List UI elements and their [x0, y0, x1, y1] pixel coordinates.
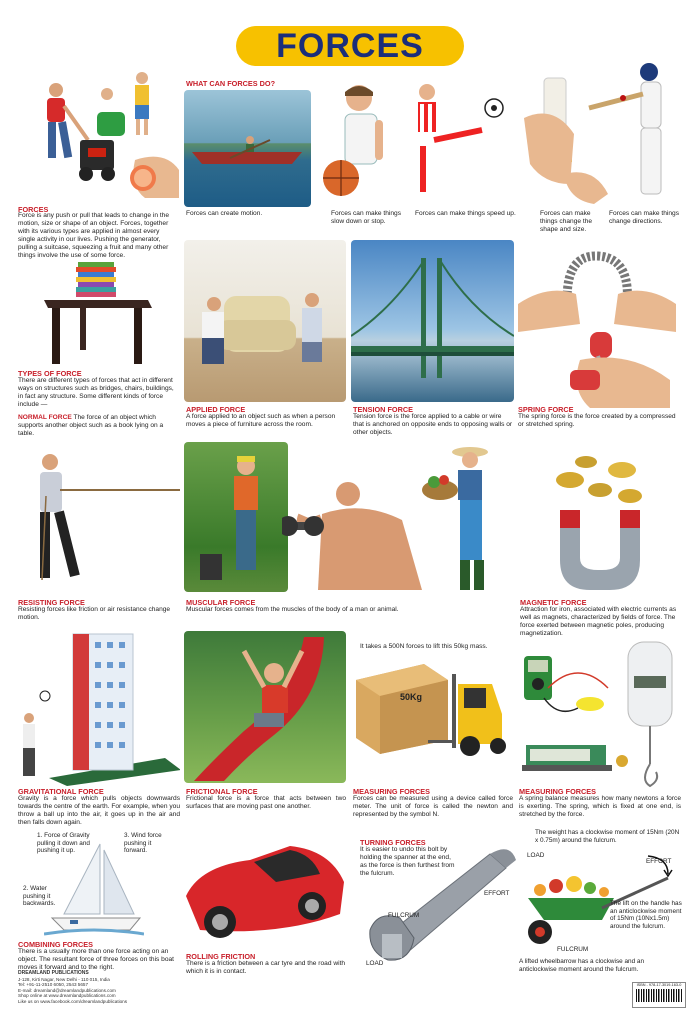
spring-text: The spring force is the force created by a compressed or stretched spring.	[518, 413, 676, 428]
cricketer-illustration	[583, 58, 678, 208]
forces-text: Force is any push or pull that leads to change in the motion, size or shape of an object. Forces, together with its various types are applied in almost every single activity in our lives. Pushing the generator, pulling a suitcase, squeezing a fruit and many other things involve the use of some force.	[18, 212, 170, 259]
spanner-effort-label: EFFORT	[484, 890, 510, 897]
spanner-load-label: LOAD	[366, 960, 384, 967]
spanner-illustration	[360, 834, 520, 974]
resisting-heading: RESISTING FORCE	[18, 598, 85, 607]
spring-stretch-illustration	[518, 244, 676, 332]
normal-force-text	[18, 414, 180, 438]
boy-bucket-photo	[184, 442, 288, 592]
forces-heading: FORCES	[18, 205, 49, 214]
types-text: There are different types of forces that act in different ways on structures such as bridges, chairs, buildings, in fact any structure. Some different kinds of force include —	[18, 377, 174, 408]
combining-heading: COMBINING FORCES	[18, 940, 93, 949]
page-title: FORCES	[236, 26, 464, 66]
types-heading: TYPES OF FORCE	[18, 369, 82, 378]
normal-force-body: The force of an object which supports another object such as a book lying on a table.	[18, 414, 164, 437]
rowing-boat-photo	[184, 90, 311, 207]
magnet-coins-illustration	[530, 440, 678, 595]
wind-force-label: 3. Wind force pushing it forward.	[124, 832, 162, 854]
measuring1-heading: MEASURING FORCES	[353, 787, 431, 796]
publisher-line: Shop online at www.dreamlandpublications.com	[18, 993, 116, 998]
hand-grip-illustration	[560, 330, 672, 408]
frictional-text: Frictional force is a force that acts between two surfaces that are moving past one another.	[186, 795, 346, 810]
applied-heading: APPLIED FORCE	[186, 405, 246, 414]
combining-text: There is a usually more than one force acting on an object. The resultant force of three forces on this boat moves it forward and to the right.	[18, 948, 175, 971]
magnetic-heading: MAGNETIC FORCE	[520, 598, 587, 607]
kids-suitcase-illustration	[92, 70, 167, 145]
muscular-text: Muscular forces comes from the muscles of the body of a man or animal.	[186, 606, 399, 613]
publisher-line: Tel: +91-11-2510 6050, 2543 5657	[18, 982, 89, 987]
measuring2-text: A spring balance measures how many newtons a force is exerting. The spring, which is fixed at one end, is stretched by the force.	[519, 795, 681, 818]
rolling-text: There is a friction between a car tyre and the road with which it is in contact.	[186, 960, 346, 975]
caption-change-direction: Forces can make things change directions.	[609, 210, 679, 225]
rope-pull-illustration	[20, 450, 180, 590]
normal-force-heading: NORMAL FORCE	[18, 414, 72, 421]
magnetic-text: Attraction for iron, associated with electric currents as well as magnets, characterized by fields of force. The force exerted between magnetic poles, producing magnetization.	[520, 606, 677, 637]
gravitational-heading: GRAVITATIONAL FORCE	[18, 787, 104, 796]
frictional-heading: FRICTIONAL FORCE	[186, 787, 258, 796]
squeezing-fruit-illustration	[125, 150, 180, 200]
wheelbarrow-lift-text: The lift on the handle has an anticlockwise moment of 15Nm (10Nx1.5m) around the fulcrum.	[610, 900, 682, 930]
applied-text: A force applied to an object such as when a person moves a piece of furniture across the room.	[186, 413, 336, 428]
bridge-photo	[351, 240, 514, 402]
wheelbarrow-fulcrum-label: FULCRUM	[557, 946, 589, 953]
rolling-heading: ROLLING FRICTION	[186, 952, 256, 961]
building-ball-illustration	[15, 628, 180, 786]
gravitational-text: Gravity is a force which pulls objects downwards towards the centre of the earth. For example, when you throw a ball up into the air, it goes up in the air and then falls down again.	[18, 795, 180, 826]
spanner-fulcrum-label: FULCRUM	[388, 912, 420, 919]
publisher-line: E-mail: dreamland@dreamlandpublications.com	[18, 987, 116, 993]
caption-slow-down: Forces can make things slow down or stop.	[331, 210, 401, 225]
footballer-kick-illustration	[400, 80, 510, 208]
isbn-barcode	[632, 982, 686, 1008]
caption-speed-up: Forces can make things speed up.	[415, 210, 516, 217]
force-meter-illustration	[522, 735, 634, 783]
barcode-bars	[636, 989, 682, 1002]
wheelbarrow-effort-label: EFFORT	[646, 858, 672, 865]
multimeter-illustration	[518, 648, 620, 722]
farmer-illustration	[420, 442, 495, 597]
publisher-name: DREAMLAND PUBLICATIONS	[18, 970, 89, 976]
publisher-line: J-128, Kirti Nagar, New Delhi - 110 015, India	[18, 976, 110, 982]
wheelbarrow-load-label: LOAD	[527, 852, 545, 859]
wheelbarrow-top-text: The weight has a clockwise moment of 15Nm (20N x 0.75m) around the fulcrum.	[535, 829, 680, 844]
water-force-label: 2. Water pushing it backwards.	[23, 885, 56, 907]
red-car-illustration	[180, 826, 348, 948]
turning-text: It is easier to undo this bolt by holding the spanner at the end, as the force is then furthest from the fulcrum.	[360, 846, 455, 877]
spring-heading: SPRING FORCE	[518, 405, 574, 414]
moving-armchair-photo	[184, 240, 346, 402]
tension-heading: TENSION FORCE	[353, 405, 413, 414]
gravity-force-label: 1. Force of Gravity pulling it down and pushing it up.	[37, 832, 90, 854]
wheelbarrow-bottom-text: A lifted wheelbarrow has a clockwise and an anticlockwise moment around the fulcrum.	[519, 958, 645, 973]
box-weight-label: 50Kg	[400, 692, 423, 702]
table-books-illustration	[40, 258, 155, 366]
publisher-line: Like us on www.facebook.com/dreamlandpublications	[18, 998, 128, 1004]
tension-text: Tension force is the force applied to a cable or wire that is anchored on opposite ends to opposing walls or other objects.	[353, 413, 513, 436]
muscular-man-illustration	[282, 470, 442, 590]
measuring1-text: Forces can be measured using a device called force meter. The unit of force is called the newton and represented by the symbol N.	[353, 795, 513, 818]
measuring2-heading: MEASURING FORCES	[519, 787, 597, 796]
resisting-text: Resisting forces like friction or air resistance change motion.	[18, 606, 171, 621]
muscular-heading: MUSCULAR FORCE	[186, 598, 256, 607]
slide-photo	[184, 631, 346, 783]
isbn-text: ISBN - 978-17-3019-163-0	[636, 983, 682, 987]
caption-create-motion: Forces can create motion.	[186, 210, 263, 217]
forklift-caption: It takes a 500N forces to lift this 50kg mass.	[360, 643, 488, 650]
what-forces-heading: WHAT CAN FORCES DO?	[186, 79, 276, 88]
boy-basketball-illustration	[315, 80, 400, 208]
caption-change-shape: Forces can make things change the shape and size.	[540, 210, 593, 233]
forklift-illustration	[352, 654, 512, 764]
publisher-block	[18, 971, 128, 1004]
turning-heading: TURNING FORCES	[360, 838, 426, 847]
